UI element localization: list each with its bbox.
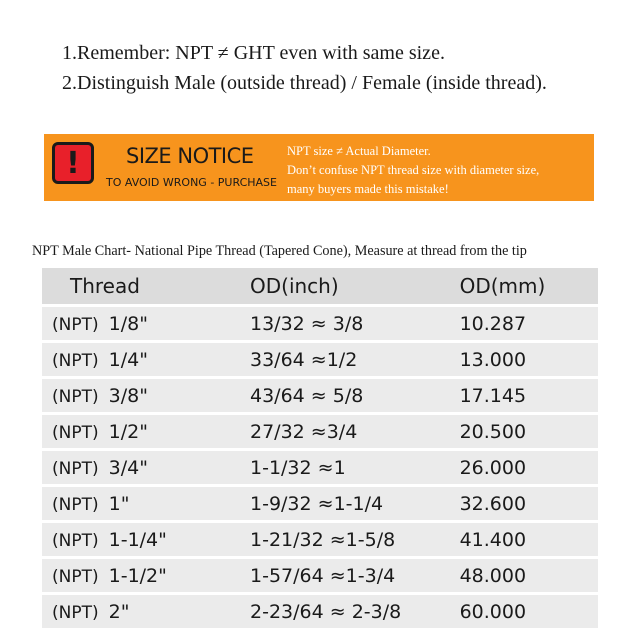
column-header-od-inch: OD(inch) <box>250 268 460 304</box>
od-inch-cell: 2-23/64 ≈ 2-3/8 <box>250 595 460 628</box>
table-row <box>42 379 598 412</box>
column-header-od-mm: OD(mm) <box>460 268 598 304</box>
npt-prefix: (NPT) <box>52 494 99 515</box>
od-mm-cell: 20.500 <box>460 415 598 448</box>
thread-size: 1/2" <box>108 420 148 443</box>
npt-prefix: (NPT) <box>52 566 99 587</box>
od-mm-cell: 32.600 <box>460 487 598 520</box>
thread-cell <box>42 487 250 520</box>
notice-line: NPT size ≠ Actual Diameter. <box>287 144 431 158</box>
thread-size: 1/8" <box>108 312 148 335</box>
note-line: 2.Distinguish Male (outside thread) / Female (inside thread). <box>62 72 547 94</box>
thread-size: 2" <box>108 600 130 623</box>
od-mm-cell: 26.000 <box>460 451 598 484</box>
od-inch-cell: 1-9/32 ≈1-1/4 <box>250 487 460 520</box>
notice-line: many buyers made this mistake! <box>287 182 449 196</box>
thread-size: 3/8" <box>108 384 148 407</box>
chart-title: NPT Male Chart- National Pipe Thread (Tapered Cone), Measure at thread from the tip <box>32 243 527 259</box>
table-row <box>42 487 598 520</box>
table-row <box>42 451 598 484</box>
od-inch-cell: 1-1/32 ≈1 <box>250 451 460 484</box>
thread-size: 1-1/2" <box>108 564 167 587</box>
table-header-row <box>42 268 598 304</box>
thread-cell <box>42 451 250 484</box>
od-mm-cell: 17.145 <box>460 379 598 412</box>
thread-cell <box>42 523 250 556</box>
notes <box>62 38 547 98</box>
thread-cell <box>42 343 250 376</box>
npt-prefix: (NPT) <box>52 458 99 479</box>
npt-prefix: (NPT) <box>52 314 99 335</box>
table-row <box>42 595 598 628</box>
od-inch-cell: 33/64 ≈1/2 <box>250 343 460 376</box>
thread-cell <box>42 559 250 592</box>
npt-prefix: (NPT) <box>52 602 99 623</box>
table-row <box>42 343 598 376</box>
od-inch-cell: 27/32 ≈3/4 <box>250 415 460 448</box>
od-mm-cell: 60.000 <box>460 595 598 628</box>
thread-cell <box>42 307 250 340</box>
od-inch-cell: 1-21/32 ≈1-5/8 <box>250 523 460 556</box>
note-line: 1.Remember: NPT ≠ GHT even with same size. <box>62 42 445 64</box>
column-header-thread: Thread <box>42 268 250 304</box>
thread-size: 1" <box>108 492 130 515</box>
notice-title: SIZE NOTICE <box>126 144 254 168</box>
notice-line: Don’t confuse NPT thread size with diameter size, <box>287 163 540 177</box>
npt-prefix: (NPT) <box>52 350 99 371</box>
npt-prefix: (NPT) <box>52 386 99 407</box>
npt-prefix: (NPT) <box>52 422 99 443</box>
thread-cell <box>42 379 250 412</box>
thread-size: 1/4" <box>108 348 148 371</box>
thread-cell <box>42 595 250 628</box>
od-mm-cell: 41.400 <box>460 523 598 556</box>
od-inch-cell: 1-57/64 ≈1-3/4 <box>250 559 460 592</box>
thread-cell <box>42 415 250 448</box>
od-mm-cell: 13.000 <box>460 343 598 376</box>
od-inch-cell: 43/64 ≈ 5/8 <box>250 379 460 412</box>
exclamation-icon: ! <box>52 142 94 184</box>
size-table <box>42 265 598 631</box>
thread-size: 1-1/4" <box>108 528 167 551</box>
table-row <box>42 307 598 340</box>
table-row <box>42 415 598 448</box>
notice-text <box>287 142 592 199</box>
notice-subtitle: TO AVOID WRONG - PURCHASE <box>106 176 277 189</box>
od-inch-cell: 13/32 ≈ 3/8 <box>250 307 460 340</box>
od-mm-cell: 10.287 <box>460 307 598 340</box>
table-row <box>42 559 598 592</box>
od-mm-cell: 48.000 <box>460 559 598 592</box>
thread-size: 3/4" <box>108 456 148 479</box>
table-row <box>42 523 598 556</box>
size-notice-banner <box>44 134 594 201</box>
npt-prefix: (NPT) <box>52 530 99 551</box>
